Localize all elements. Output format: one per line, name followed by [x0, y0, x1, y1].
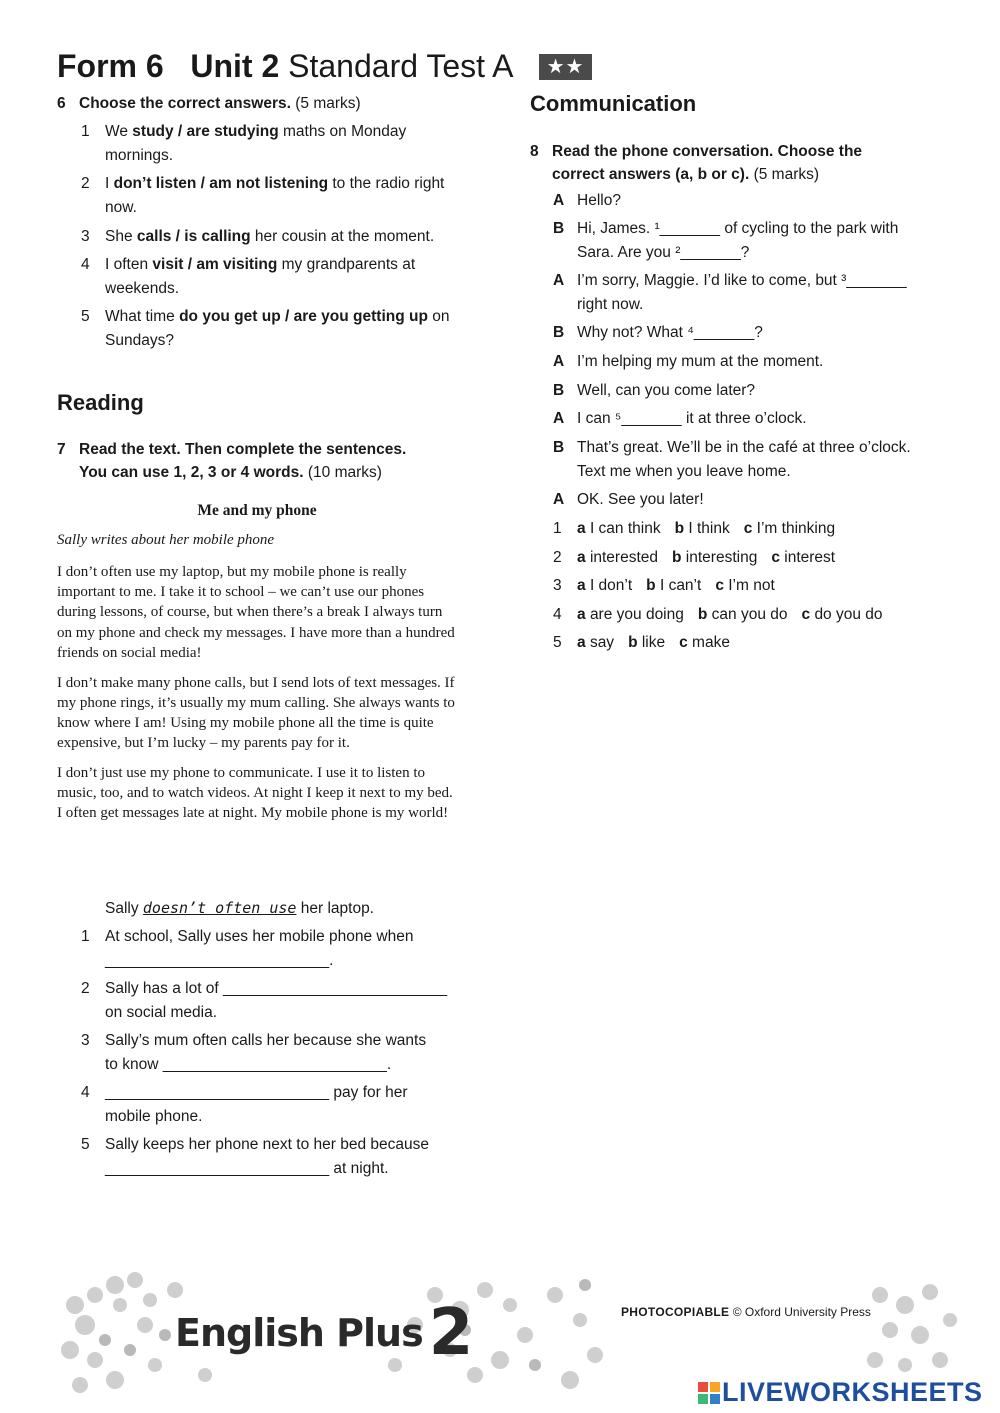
- speaker-label: B: [553, 382, 565, 399]
- test-label: Standard Test A: [288, 48, 512, 84]
- option-c[interactable]: c I’m not: [715, 577, 775, 594]
- option-c[interactable]: c make: [679, 634, 730, 651]
- q8-choice-number: 1: [553, 520, 562, 537]
- q6-number: 6: [57, 95, 66, 112]
- option-a[interactable]: a I can think: [577, 520, 661, 537]
- q8-marks: (5 marks): [753, 166, 820, 183]
- dialogue-text: Hi, James. ¹_______ of cycling to the park with Sara. Are you ²_______?: [577, 220, 899, 261]
- reading-subtitle: Sally writes about her mobile phone: [57, 532, 275, 548]
- q6-item-text: I don’t listen / am not listening to the radio right now.: [105, 175, 445, 216]
- dialogue-text: That’s great. We’ll be in the café at three o’clock. Text me when you leave home.: [577, 439, 911, 480]
- dialogue-line: [553, 488, 973, 512]
- q7-item: [57, 1029, 487, 1077]
- q6-item-number: 1: [81, 123, 90, 140]
- q6-item-text: We study / are studying maths on Monday mornings.: [105, 123, 407, 164]
- speaker-label: B: [553, 220, 565, 237]
- q7-item: [57, 1081, 487, 1129]
- dialogue-line: [553, 407, 973, 431]
- q7-item-number: 4: [81, 1084, 90, 1101]
- speaker-label: B: [553, 439, 565, 456]
- q8-choice-row: [553, 574, 789, 598]
- q7-item: [57, 1133, 487, 1181]
- decorative-pattern-right-icon: [860, 1280, 980, 1380]
- q7-item-text[interactable]: __________________________ pay for her mobile phone.: [105, 1084, 408, 1125]
- liveworksheets-watermark: [698, 1377, 983, 1408]
- q6-item: [57, 253, 467, 301]
- q6-item: [57, 305, 467, 353]
- q6-item-text: What time do you get up / are you getting up on Sundays?: [105, 308, 450, 349]
- q7-item: [57, 925, 487, 973]
- q7-example: Sally doesn’t often use her laptop.: [105, 899, 374, 917]
- brand-logo: [175, 1296, 472, 1370]
- page-title: [57, 46, 592, 86]
- dialogue-text: I’m sorry, Maggie. I’d like to come, but ³_______ right now.: [577, 272, 907, 313]
- option-b[interactable]: b like: [628, 634, 666, 651]
- q6-choice[interactable]: do you get up / are you getting up: [179, 308, 428, 325]
- liveworksheets-text: LIVEWORKSHEETS: [722, 1377, 983, 1407]
- q8-choice-row: [553, 517, 849, 541]
- brand-name: English Plus: [175, 1311, 423, 1355]
- q8-number: 8: [530, 143, 539, 160]
- reading-text: [57, 562, 457, 833]
- dialogue-line: [553, 350, 973, 374]
- dialogue-line: [553, 217, 973, 265]
- reading-paragraph: I don’t often use my laptop, but my mobile phone is really important to me. I take it to school – we can’t use our phones during lessons, of course, but when there’s a break I always turn on my phone and check my messages. I have more than a hundred friends on social media!: [57, 564, 455, 661]
- q6-item-text: I often visit / am visiting my grandparents at weekends.: [105, 256, 416, 297]
- reading-paragraph: I don’t just use my phone to communicate. I use it to listen to music, too, and to watch videos. At night I keep it next to my bed. I often get messages late at night. My mobile phone is my world!: [57, 764, 453, 822]
- dialogue-line: [553, 189, 973, 213]
- dialogue-text: Why not? What ⁴_______?: [577, 324, 763, 341]
- q8-instruction-2: correct answers (a, b or c).: [552, 166, 750, 183]
- q8-choice-row: [553, 631, 744, 655]
- unit-label: Unit 2: [190, 48, 280, 84]
- q7-number: 7: [57, 441, 66, 458]
- copyright-text: © Oxford University Press: [732, 1305, 871, 1319]
- q6-choice[interactable]: calls / is calling: [136, 228, 251, 245]
- q6-choice[interactable]: study / are studying: [132, 123, 279, 140]
- speaker-label: A: [553, 192, 565, 209]
- dialogue-line: [553, 379, 973, 403]
- q8-choice-row: [553, 546, 849, 570]
- reading-paragraph: I don’t make many phone calls, but I send lots of text messages. If my phone rings, it’s usually my mum calling. She always wants to know where I am! Using my mobile phone all the time is quite expensive, but I’m lucky – my parents pay for it.: [57, 674, 455, 752]
- q7-heading: [57, 438, 497, 484]
- brand-number: 2: [428, 1296, 473, 1370]
- option-b[interactable]: b interesting: [672, 549, 758, 566]
- dialogue-line: [553, 321, 973, 345]
- q7-instruction-2: You can use 1, 2, 3 or 4 words.: [79, 464, 304, 481]
- dialogue-text: Hello?: [577, 192, 621, 209]
- q7-item-number: 5: [81, 1136, 90, 1153]
- q6-item: [57, 225, 467, 249]
- q8-heading: [530, 140, 970, 186]
- q7-item-number: 2: [81, 980, 90, 997]
- q7-item-number: 1: [81, 928, 90, 945]
- q7-marks: (10 marks): [307, 464, 382, 481]
- dialogue-line: [553, 269, 973, 317]
- difficulty-stars-icon: ★★: [539, 54, 593, 80]
- dialogue-line: [553, 436, 973, 484]
- option-a[interactable]: a say: [577, 634, 615, 651]
- q8-choice-number: 5: [553, 634, 562, 651]
- q8-choice-number: 4: [553, 606, 562, 623]
- communication-heading: Communication: [530, 91, 697, 116]
- q7-item-text[interactable]: Sally has a lot of __________________________ on social media.: [105, 980, 448, 1021]
- q6-item-number: 4: [81, 256, 90, 273]
- q7-item-text[interactable]: Sally keeps her phone next to her bed because __________________________ at night.: [105, 1136, 430, 1177]
- form-label: Form 6: [57, 48, 164, 84]
- q7-instruction-1: Read the text. Then complete the sentences.: [79, 441, 407, 458]
- option-c[interactable]: c do you do: [801, 606, 883, 623]
- q7-example-answer: doesn’t often use: [142, 899, 297, 917]
- option-b[interactable]: b can you do: [697, 606, 788, 623]
- q8-instruction-1: Read the phone conversation. Choose the: [552, 143, 863, 160]
- photocopiable-label: PHOTOCOPIABLE: [621, 1305, 730, 1319]
- liveworksheets-logo-icon: [698, 1382, 720, 1404]
- q6-marks: (5 marks): [295, 95, 361, 112]
- q6-item-number: 3: [81, 228, 90, 245]
- q6-item: [57, 172, 467, 220]
- q7-item-text[interactable]: At school, Sally uses her mobile phone when __________________________.: [105, 928, 414, 969]
- dialogue-text: I’m helping my mum at the moment.: [577, 353, 824, 370]
- q7-item: [57, 977, 487, 1025]
- speaker-label: A: [553, 353, 565, 370]
- q7-item-text[interactable]: Sally’s mum often calls her because she wants to know __________________________.: [105, 1032, 427, 1073]
- option-a[interactable]: a interested: [577, 549, 659, 566]
- q7-item-number: 3: [81, 1032, 90, 1049]
- option-a[interactable]: a I don’t: [577, 577, 633, 594]
- speaker-label: A: [553, 410, 565, 427]
- option-c[interactable]: c I’m thinking: [743, 520, 836, 537]
- option-a[interactable]: a are you doing: [577, 606, 684, 623]
- q6-heading: [57, 92, 497, 115]
- speaker-label: B: [553, 324, 565, 341]
- q6-item-number: 2: [81, 175, 90, 192]
- q6-item-number: 5: [81, 308, 90, 325]
- option-b[interactable]: b I think: [674, 520, 730, 537]
- q6-item: [57, 120, 467, 168]
- q6-item-text: She calls / is calling her cousin at the moment.: [105, 228, 435, 245]
- q6-choice[interactable]: visit / am visiting: [152, 256, 278, 273]
- reading-title: Me and my phone: [197, 502, 317, 519]
- option-c[interactable]: c interest: [771, 549, 836, 566]
- dialogue-text: Well, can you come later?: [577, 382, 756, 399]
- copyright-note: [621, 1305, 871, 1319]
- reading-heading: Reading: [57, 390, 144, 415]
- q8-choice-number: 2: [553, 549, 562, 566]
- q6-choice[interactable]: don’t listen / am not listening: [113, 175, 329, 192]
- dialogue-text: OK. See you later!: [577, 491, 704, 508]
- dialogue-text: I can ⁵_______ it at three o’clock.: [577, 410, 807, 427]
- option-b[interactable]: b I can’t: [646, 577, 702, 594]
- q8-choice-row: [553, 603, 897, 627]
- q6-instruction: Choose the correct answers.: [79, 95, 291, 112]
- speaker-label: A: [553, 491, 565, 508]
- q8-choice-number: 3: [553, 577, 562, 594]
- speaker-label: A: [553, 272, 565, 289]
